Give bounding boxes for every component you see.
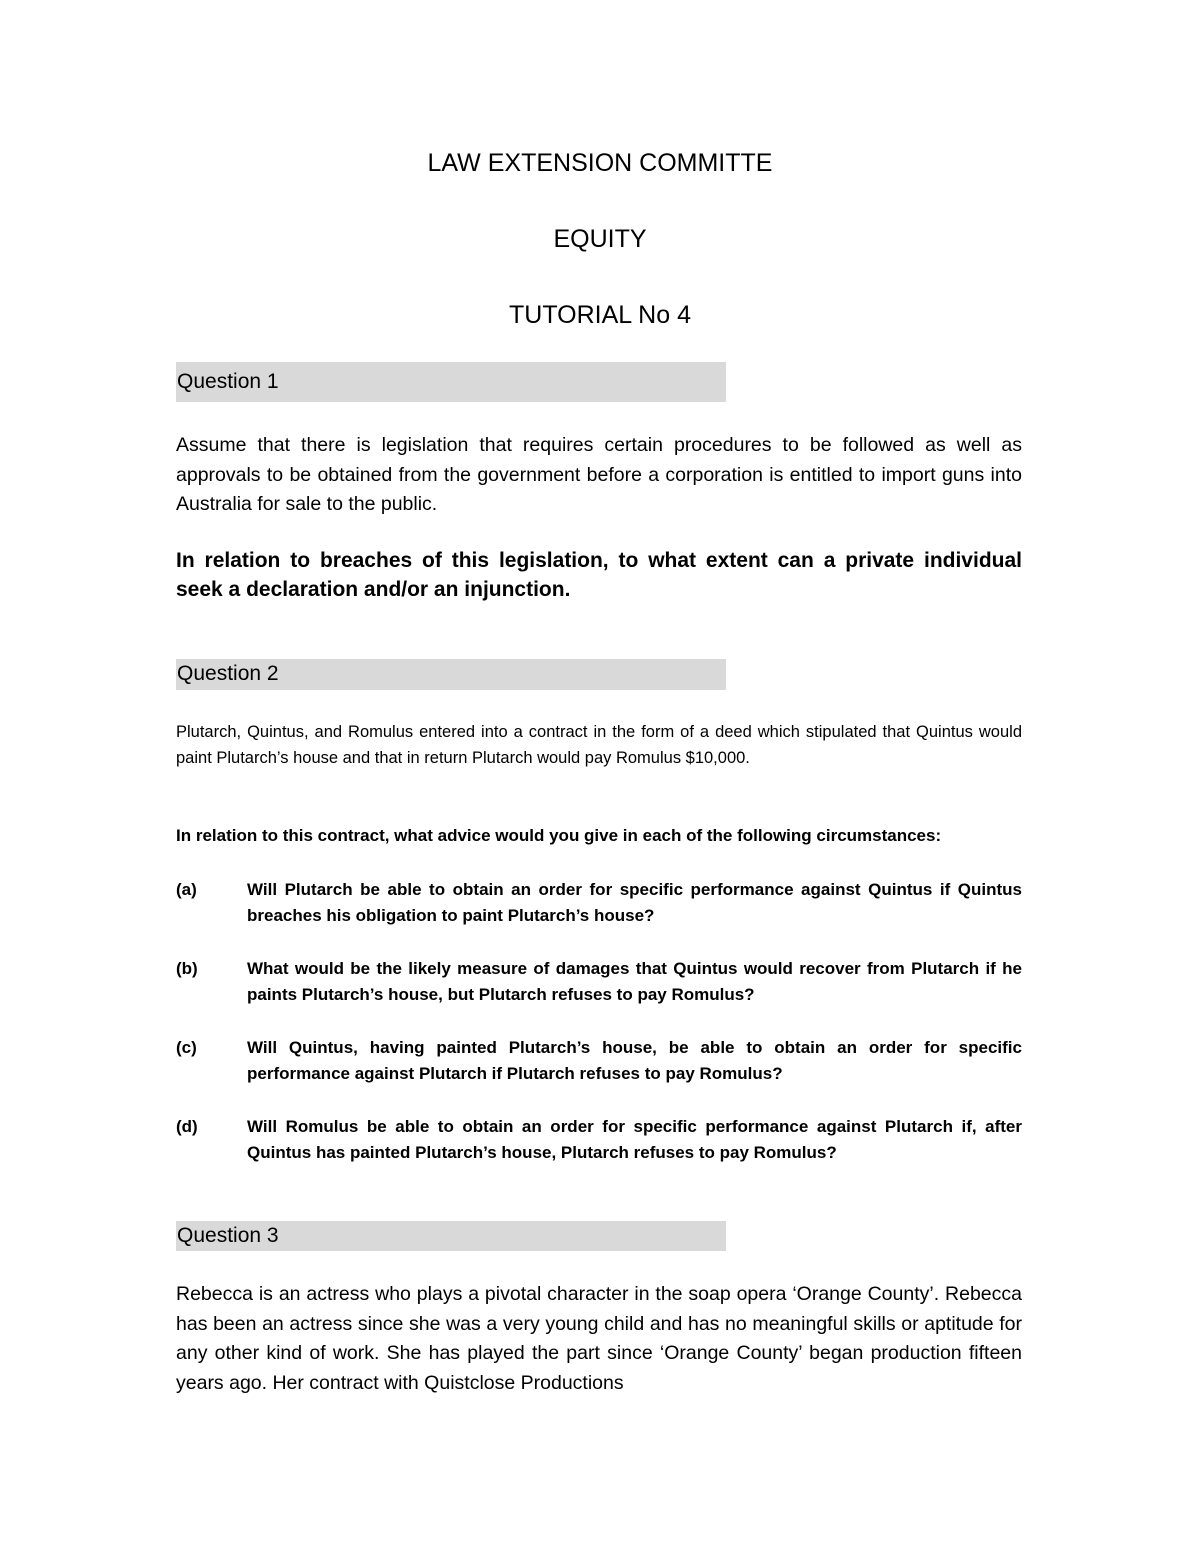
committee-title: LAW EXTENSION COMMITTE <box>427 149 773 177</box>
question-1-text: Assume that there is legislation that requires certain procedures to be followed as well as approvals to be obtained from the government before a corporation is entitled to import guns into Australia for sale to the public. <box>176 434 1022 515</box>
question-1-prompt: In relation to breaches of this legislation, to what extent can a private individual seek a declaration and/or an injunction. <box>176 549 1022 601</box>
tutorial-title: TUTORIAL No 4 <box>509 301 691 329</box>
list-item-label: (d) <box>176 1117 198 1136</box>
question-3-heading: Question 3 <box>176 1221 726 1251</box>
list-item-label: (b) <box>176 959 198 978</box>
question-2-text: Plutarch, Quintus, and Romulus entered into a contract in the form of a deed which stipulated that Quintus would paint Plutarch’s house and that in return Plutarch would pay Romulus $10,000. <box>176 723 1022 767</box>
question-3-text: Rebecca is an actress who plays a pivotal character in the soap opera ‘Orange County’. Rebecca has been an actress since she was a very young child and has no meaningful skills or aptitude for any other kind of work. She has played the part since ‘Orange County’ began production fifteen years ago. Her contract with Quistclose Productions <box>176 1283 1022 1394</box>
question-2-heading: Question 2 <box>176 659 726 690</box>
subject-title: EQUITY <box>553 225 647 253</box>
list-item-text: Will Quintus, having painted Plutarch’s house, be able to obtain an order for specific performance against Plutarch if Plutarch refuses to pay Romulus? <box>247 1038 1022 1083</box>
list-item-b <box>176 956 1022 1008</box>
question-2-prompt: In relation to this contract, what advice would you give in each of the following circumstances: <box>176 826 942 845</box>
question-1-heading: Question 1 <box>176 362 726 402</box>
list-item-d <box>176 1114 1022 1166</box>
list-item-a <box>176 877 1022 929</box>
list-item-text: Will Plutarch be able to obtain an order for specific performance against Quintus if Quintus breaches his obligation to paint Plutarch’s house? <box>247 880 1022 925</box>
list-item-text: Will Romulus be able to obtain an order for specific performance against Plutarch if, after Quintus has painted Plutarch’s house, Plutarch refuses to pay Romulus? <box>247 1117 1022 1162</box>
list-item-label: (a) <box>176 880 197 899</box>
list-item-text: What would be the likely measure of damages that Quintus would recover from Plutarch if he paints Plutarch’s house, but Plutarch refuses to pay Romulus? <box>247 959 1022 1004</box>
list-item-label: (c) <box>176 1038 197 1057</box>
list-item-c <box>176 1035 1022 1087</box>
